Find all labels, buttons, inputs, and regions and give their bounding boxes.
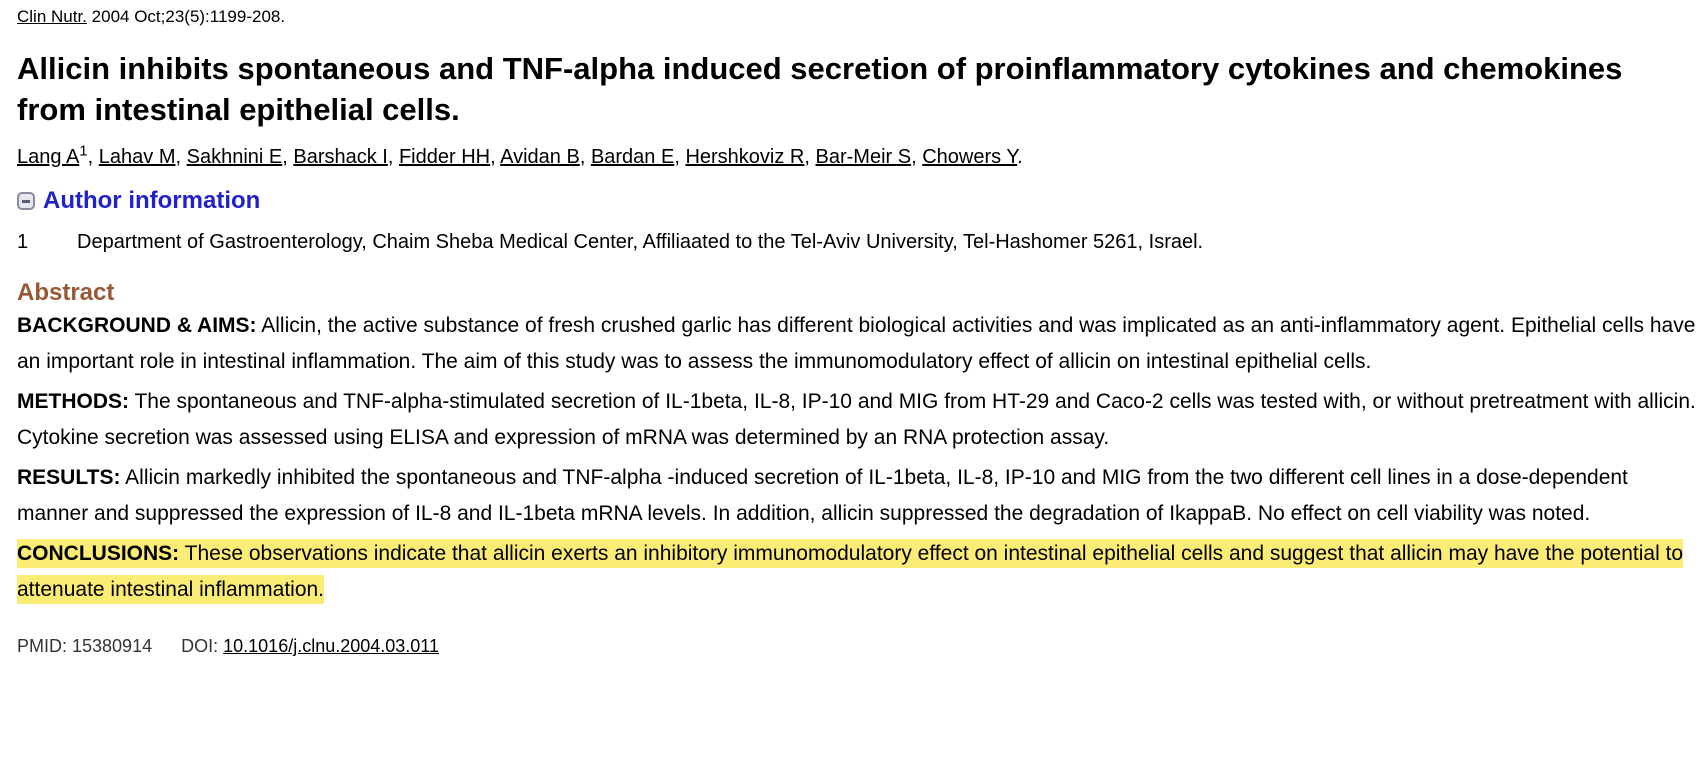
section-label: METHODS: [17, 390, 129, 413]
pmid: PMID: 15380914 [17, 636, 153, 656]
affiliation-superscript: 1 [79, 142, 88, 160]
abstract-heading: Abstract [17, 279, 115, 306]
author-link[interactable]: Lang A [17, 146, 80, 168]
author-information-label[interactable]: Author information [43, 187, 261, 214]
collapse-minus-icon[interactable] [17, 192, 35, 210]
abstract-section-background [17, 308, 1697, 380]
author-link[interactable]: Lahav M [98, 146, 176, 168]
article-title: Allicin inhibits spontaneous and TNF-alpha induced secretion of proinflammatory cytokines and chemokines from intestinal epithelial cells. [17, 51, 1623, 127]
citation-line [17, 6, 1708, 30]
doi-label: DOI: [181, 636, 219, 656]
section-label: CONCLUSIONS: [17, 542, 180, 565]
citation-details: 2004 Oct;23(5):1199-208. [91, 7, 286, 26]
author-information-toggle[interactable] [17, 185, 1708, 217]
affiliation-number: 1 [17, 231, 29, 253]
section-label: BACKGROUND & AIMS: [17, 314, 257, 337]
section-text: These observations indicate that allicin exerts an inhibitory immunomodulatory effect on intestinal epithelial cells and suggest that allicin may have the potential to attenuate intestinal inflammation. [17, 542, 1684, 601]
article-identifiers [17, 634, 1708, 658]
affiliation-item [17, 229, 1708, 255]
conclusions-highlight [17, 539, 1683, 604]
author-link[interactable]: Sakhnini E [186, 146, 283, 168]
journal-link[interactable]: Clin Nutr. [17, 7, 87, 26]
author-list: Lang $A^1$, Lahav M, Sakhnini E, Barshack I, Fidder HH, Avidan B, Bardan E, Hershkoviz R, Bar-Meir S, Chowers Y. [17, 142, 1023, 168]
section-label: RESULTS: [17, 466, 121, 489]
author-link[interactable]: Barshack I [293, 146, 388, 168]
author-link[interactable]: Bar-Meir S [815, 146, 912, 168]
author-link[interactable]: Fidder HH [398, 146, 491, 168]
doi-link[interactable]: 10.1016/j.clnu.2004.03.011 [223, 636, 439, 656]
section-text: Allicin markedly inhibited the spontaneous and TNF-alpha -induced secretion of IL-1beta, IL-8, IP-10 and MIG from the two different cell lines in a dose-dependent manner and suppressed the expression of IL-8 and IL-1beta mRNA levels. In addition, allicin suppressed the degradation of IkappaB. No effect on cell viability was noted. [17, 466, 1628, 525]
author-link[interactable]: Hershkoviz R [685, 146, 805, 168]
abstract-section-conclusions [17, 536, 1697, 608]
abstract-section-results [17, 460, 1697, 532]
section-text: The spontaneous and TNF-alpha-stimulated secretion of IL-1beta, IL-8, IP-10 and MIG from HT-29 and Caco-2 cells was tested with, or without pretreatment with allicin. Cytokine secretion was assessed using ELISA and expression of mRNA was determined by an RNA protection assay. [17, 390, 1696, 449]
affiliation-text: Department of Gastroenterology, Chaim Sheba Medical Center, Affiliaated to the Tel-Aviv University, Tel-Hashomer 5261, Israel. [77, 231, 1204, 253]
author-link[interactable]: Chowers Y [922, 146, 1018, 168]
abstract-section-methods [17, 384, 1697, 456]
section-text: Allicin, the active substance of fresh crushed garlic has different biological activities and was implicated as an anti-inflammatory agent. Epithelial cells have an important role in intestinal inflammation. The aim of this study was to assess the immunomodulatory effect of allicin on intestinal epithelial cells. [17, 314, 1696, 373]
author-link[interactable]: Avidan B [500, 146, 580, 168]
author-link[interactable]: Bardan E [590, 146, 675, 168]
